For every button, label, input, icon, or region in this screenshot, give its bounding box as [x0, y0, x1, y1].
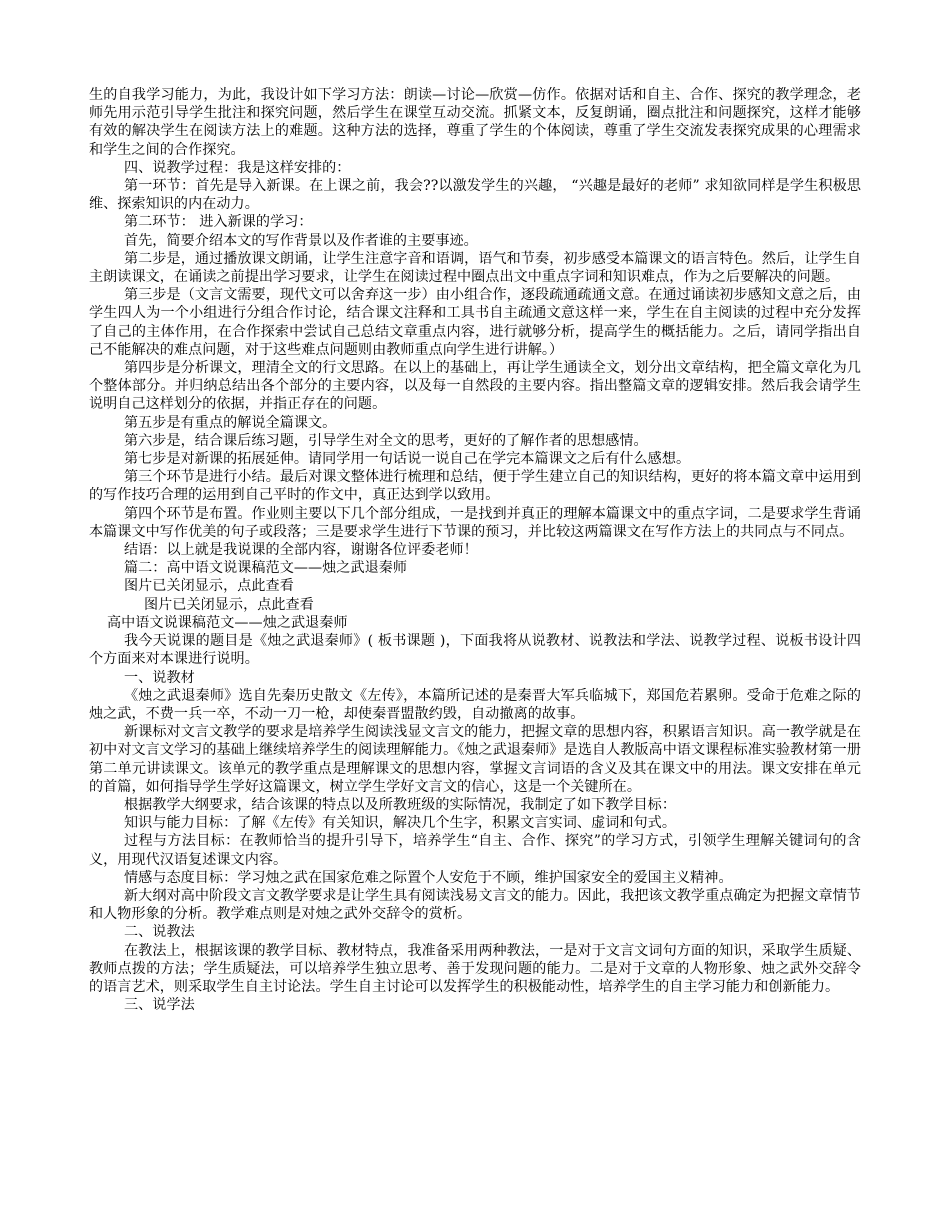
article-title: 高中语文说课稿范文——烛之武退秦师	[107, 614, 348, 631]
paragraph: 第五步是有重点的解说全篇课文。	[124, 414, 337, 431]
section-heading: 二、说教法	[124, 924, 195, 941]
section-heading: 四、说教学过程：我是这样安排的：	[124, 159, 351, 176]
paragraph: 生的自我学习能力，为此，我设计如下学习方法：朗读—讨论—欣赏—仿作。依据对话和自主、合作、探究的教学理念，老师先用示范引导学生批注和探究问题，然后学生在课堂互动交流。抓紧文本，反复朗诵，圈点批注和问题探究，这样才能够有效的解决学生在阅读方法上的难题。这种方法的选择，尊重了学生的个体阅读，尊重了学生交流发表探究成果的心理需求和学生之间的合作探究。	[89, 87, 861, 158]
paragraph: 首先，简要介绍本文的写作背景以及作者谁的主要事迹。	[124, 232, 478, 249]
paragraph: 情感与态度目标：学习烛之武在国家危难之际置个人安危于不顾，维护国家安全的爱国主义精神。	[124, 869, 733, 886]
section-heading: 一、说教材	[124, 669, 195, 686]
paragraph: 《烛之武退秦师》选自先秦历史散文《左传》，本篇所记述的是秦晋大军兵临城下，郑国危若累卵。受命于危难之际的烛之武，不费一兵一卒，不动一刀一枪，却使秦晋盟散约毁，自动撤离的故事。	[89, 687, 861, 722]
section-heading: 三、说学法	[124, 997, 195, 1014]
image-placeholder-link[interactable]: 图片已关闭显示，点此查看	[124, 578, 294, 595]
paragraph: 新课标对文言文教学的要求是培养学生阅读浅显文言文的能力，把握文章的思想内容，积累语言知识。高一教学就是在初中对文言文学习的基础上继续培养学生的阅读理解能力。《烛之武退秦师》是选自人教版高中语文课程标准实验教材第一册第二单元讲读课文。该单元的教学重点是理解课文的思想内容，掌握文言词语的含义及其在课文中的用法。课文安排在单元的首篇，如何指导学生学好这篇课文，树立学生学好文言文的信心，这是一个关键所在。	[89, 724, 861, 795]
paragraph: 我今天说课的题目是《烛之武退秦师》( 板书课题 )，下面我将从说教材、说教法和学法、说教学过程、说板书设计四个方面来对本课进行说明。	[89, 633, 861, 668]
paragraph: 在教法上，根据该课的教学目标、教材特点，我准备采用两种教法，一是对于文言文词句方面的知识，采取学生质疑、教师点拨的方法；学生质疑法，可以培养学生独立思考、善于发现问题的能力。二是对于文章的人物形象、烛之武外交辞令的语言艺术，则采取学生自主讨论法。学生自主讨论可以发挥学生的积极能动性，培养学生的自主学习能力和创新能力。	[89, 942, 861, 995]
document-body	[89, 86, 861, 1014]
paragraph: 第七步是对新课的拓展延伸。请同学用一句话说一说自己在学完本篇课文之后有什么感想。	[124, 451, 691, 468]
paragraph: 第三个环节是进行小结。最后对课文整体进行梳理和总结，便于学生建立自己的知识结构，更好的将本篇文章中运用到的写作技巧合理的运用到自己平时的作文中，真正达到学以致用。	[89, 469, 861, 504]
article-heading: 篇二：高中语文说课稿范文——烛之武退秦师	[124, 560, 408, 577]
paragraph: 第四个环节是布置。作业则主要以下几个部分组成，一是找到并真正的理解本篇课文中的重点字词，二是要求学生背诵本篇课文中写作优美的句子或段落；三是要求学生进行下节课的预习，并比较这两篇课文在写作方法上的共同点与不同点。	[89, 505, 861, 540]
image-placeholder-link[interactable]: 图片已关闭显示，点此查看	[144, 596, 314, 613]
paragraph: 第一环节：首先是导入新课。在上课之前，我会??以激发学生的兴趣， “兴趣是最好的老师” 求知欲同样是学生积极思维、探索知识的内在动力。	[89, 178, 861, 213]
paragraph: 知识与能力目标：了解《左传》有关知识，解决几个生字，积累文言实词、虚词和句式。	[124, 815, 676, 832]
paragraph: 结语：以上就是我说课的全部内容，谢谢各位评委老师！	[124, 542, 478, 559]
paragraph: 第六步是，结合课后练习题，引导学生对全文的思考，更好的了解作者的思想感情。	[124, 432, 648, 449]
paragraph: 第二环节： 进入新课的学习：	[124, 214, 313, 231]
paragraph: 新大纲对高中阶段文言文教学要求是让学生具有阅读浅易文言文的能力。因此，我把该文教学重点确定为把握文章情节和人物形象的分析。教学难点则是对烛之武外交辞令的赏析。	[89, 887, 861, 923]
paragraph: 根据教学大纲要求，结合该课的特点以及所教班级的实际情况，我制定了如下教学目标：	[124, 796, 676, 813]
paragraph: 第二步是，通过播放课文朗诵，让学生注意字音和语调，语气和节奏，初步感受本篇课文的语言特色。然后，让学生自主朗读课文，在诵读之前提出学习要求，让学生在阅读过程中圈点出文中重点字词和知识难点，作为之后要解决的问题。	[89, 250, 861, 286]
paragraph: 过程与方法目标：在教师恰当的提升引导下，培养学生“自主、合作、探究”的学习方式，引领学生理解关键词句的含义，用现代汉语复述课文内容。	[89, 833, 861, 868]
paragraph: 第三步是（文言文需要，现代文可以舍弃这一步）由小组合作，逐段疏通疏通文意。在通过诵读初步感知文意之后，由学生四人为一个小组进行分组合作讨论，结合课文注释和工具书自主疏通文意这样一来，学生在自主阅读的过程中充分发挥了自己的主体作用，在合作探索中尝试自己总结文章重点内容，进行就够分析，提高学生的概括能力。之后，请同学指出自己不能解决的难点问题，对于这些难点问题则由教师重点向学生进行讲解。）	[89, 287, 861, 358]
paragraph: 第四步是分析课文，理清全文的行文思路。在以上的基础上，再让学生通读全文，划分出文章结构，把全篇文章化为几个整体部分。并归纳总结出各个部分的主要内容，以及每一自然段的主要内容。指出整篇文章的逻辑安排。然后我会请学生说明自己这样划分的依据，并指正存在的问题。	[89, 360, 861, 413]
